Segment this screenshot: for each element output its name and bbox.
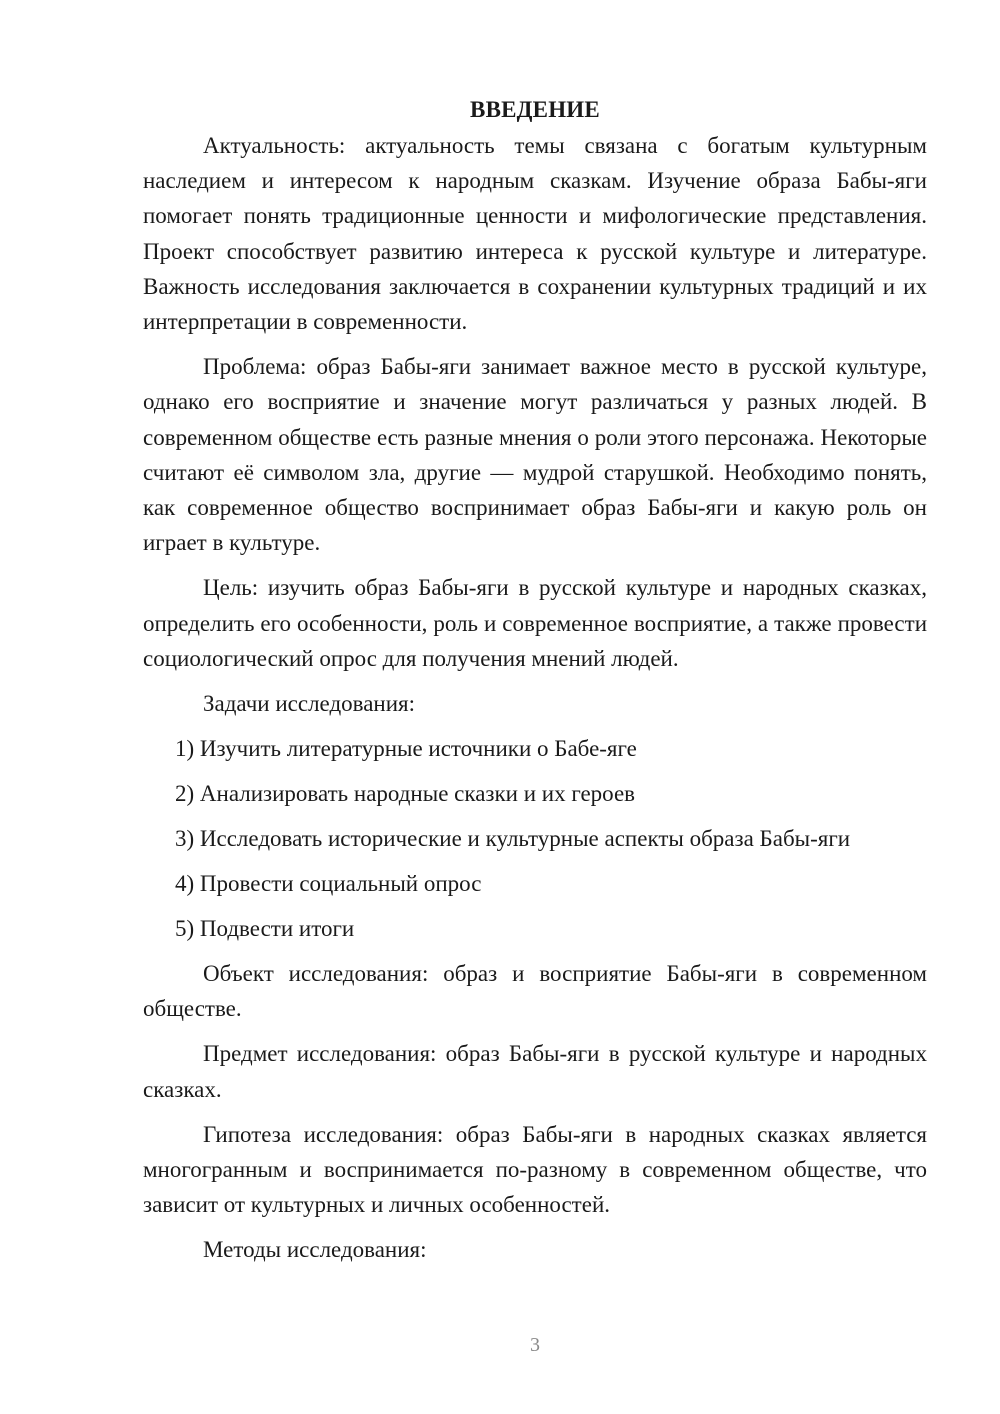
tasks-heading: Задачи исследования:: [203, 691, 416, 717]
goal-paragraph: Цель: изучить образ Бабы-яги в русской культуре и народных сказках, определить его особенности, роль и современное восприятие, а также провести социологический опрос для получения мнений людей.: [143, 575, 927, 671]
relevance-paragraph: Актуальность: актуальность темы связана с богатым культурным наследием и интересом к народным сказкам. Изучение образа Бабы-яги помогает понять традиционные ценности и мифологические представления. Проект способствует развитию интереса к русской культуре и литературе. Важность исследования заключается в сохранении культурных традиций и их интерпретации в современности.: [143, 133, 927, 335]
page-title: ВВЕДЕНИЕ: [470, 97, 600, 122]
methods-heading: Методы исследования:: [203, 1237, 427, 1263]
problem-paragraph: Проблема: образ Бабы-яги занимает важное место в русской культуре, однако его восприятие и значение могут различаться у разных людей. В современном обществе есть разные мнения о роли этого персонажа. Некоторые считают её символом зла, другие — мудрой старушкой. Необходимо понять, как современное общество воспринимает образ Бабы-яги и какую роль он играет в культуре.: [143, 354, 927, 556]
page-number: 3: [530, 1334, 540, 1356]
task-item: 2) Анализировать народные сказки и их героев: [175, 781, 636, 807]
subject-paragraph: Предмет исследования: образ Бабы-яги в русской культуре и народных сказках.: [143, 1041, 927, 1102]
hypothesis-paragraph: Гипотеза исследования: образ Бабы-яги в народных сказках является многогранным и воспринимается по-разному в современном обществе, что зависит от культурных и личных особенностей.: [143, 1121, 927, 1218]
object-paragraph: Объект исследования: образ и восприятие Бабы-яги в современном обществе.: [143, 961, 927, 1022]
task-item: 3) Исследовать исторические и культурные аспекты образа Бабы-яги: [175, 826, 851, 852]
task-item: 5) Подвести итоги: [175, 916, 355, 942]
tasks-list: [143, 731, 927, 946]
task-item: 1) Изучить литературные источники о Бабе-яге: [175, 736, 637, 762]
task-item: 4) Провести социальный опрос: [175, 871, 482, 897]
page-content: [143, 92, 927, 1277]
